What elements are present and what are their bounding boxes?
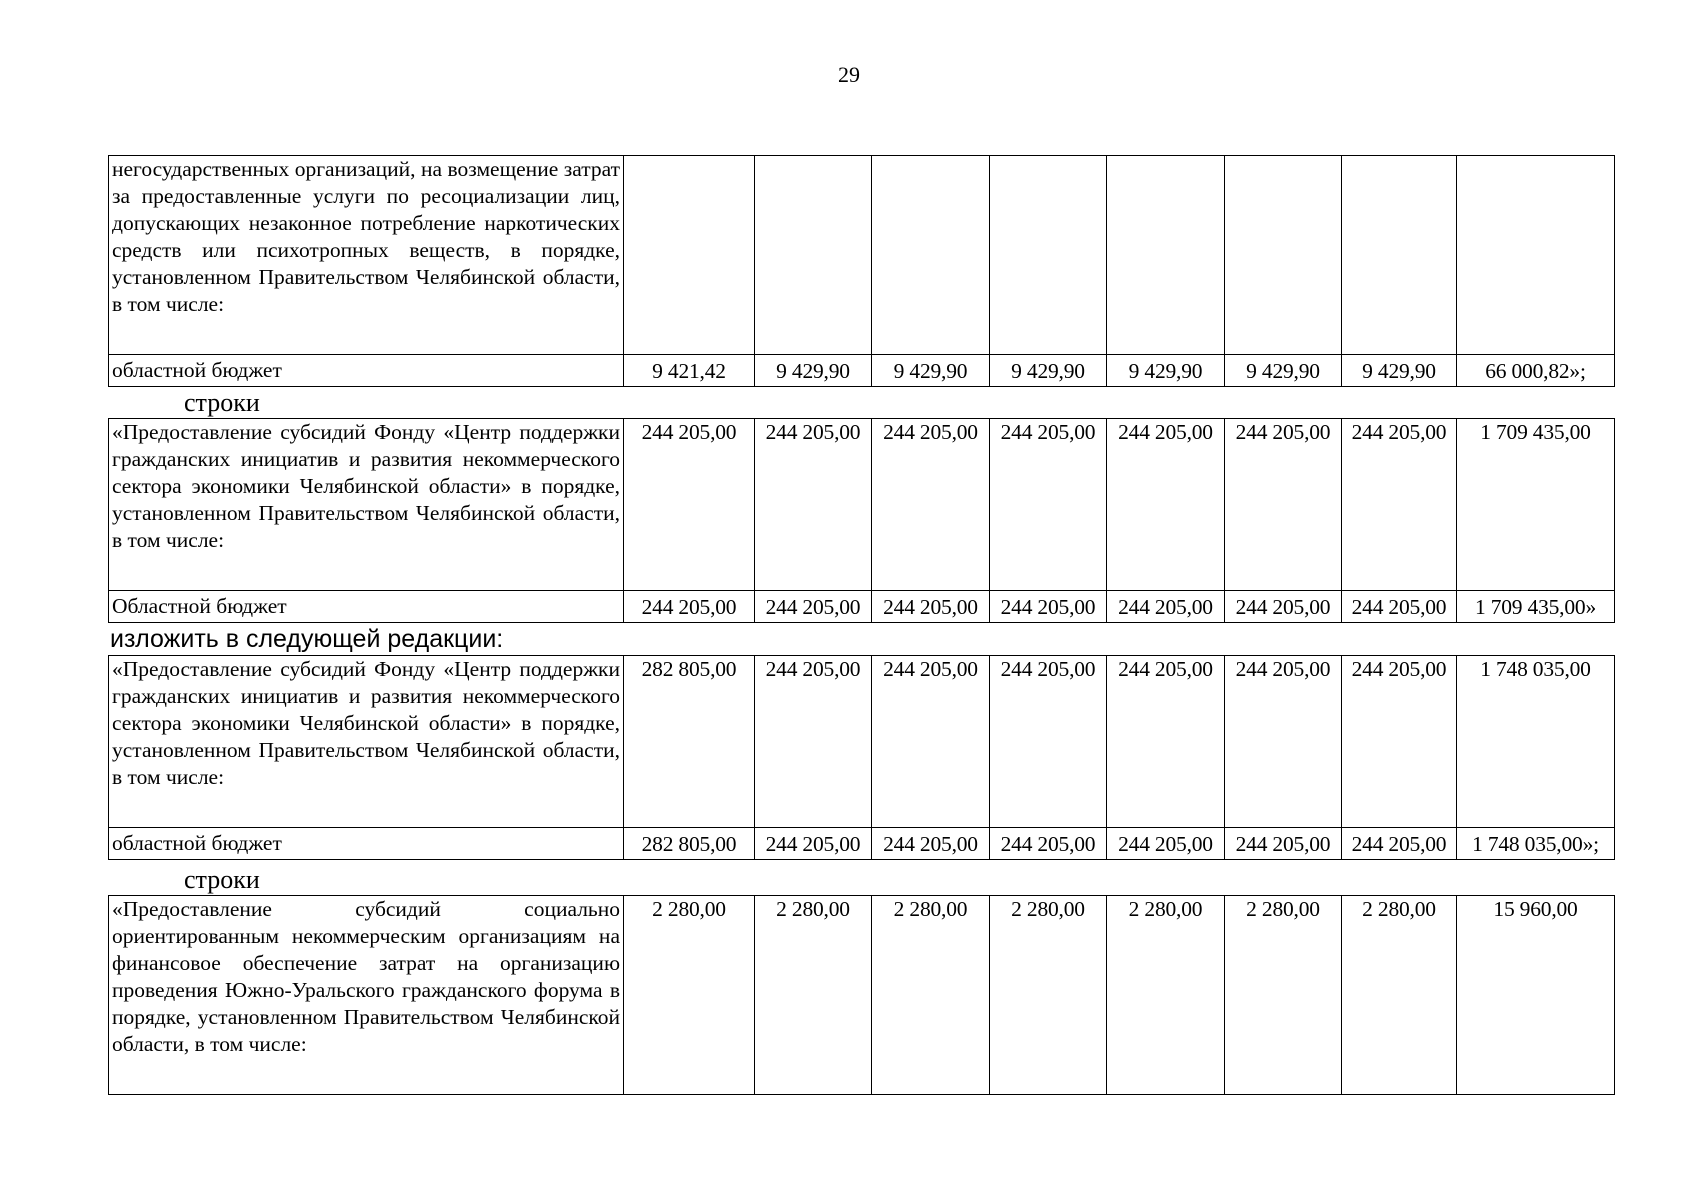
value-cell: 244 205,00 (1107, 656, 1225, 828)
value-cell: 2 280,00 (755, 896, 872, 1095)
value-cell: 2 280,00 (990, 896, 1107, 1095)
total-cell: 1 748 035,00»; (1457, 828, 1615, 860)
value-cell: 2 280,00 (872, 896, 990, 1095)
value-cell: 244 205,00 (872, 419, 990, 591)
total-cell: 15 960,00 (1457, 896, 1615, 1095)
value-cell: 244 205,00 (872, 828, 990, 860)
value-cell: 244 205,00 (1107, 591, 1225, 623)
value-cell: 244 205,00 (990, 419, 1107, 591)
budget-table-4 (108, 895, 1615, 1095)
value-cell: 244 205,00 (1225, 419, 1342, 591)
value-cell (624, 156, 755, 355)
row-label: «Предоставление субсидий Фонду «Центр поддержки гражданских инициатив и развития некоммерческого сектора экономики Челябинской области» в порядке, установленном Правительством Челябинской области, в том числе: (109, 656, 624, 828)
value-cell: 9 429,90 (1107, 355, 1225, 387)
value-cell: 282 805,00 (624, 828, 755, 860)
value-cell: 244 205,00 (990, 828, 1107, 860)
value-cell: 9 429,90 (990, 355, 1107, 387)
value-cell (1225, 156, 1342, 355)
value-cell (872, 156, 990, 355)
total-cell: 1 709 435,00» (1457, 591, 1615, 623)
value-cell: 2 280,00 (1107, 896, 1225, 1095)
row-label: «Предоставление субсидий Фонду «Центр поддержки гражданских инициатив и развития некоммерческого сектора экономики Челябинской области» в порядке, установленном Правительством Челябинской области, в том числе: (109, 419, 624, 591)
budget-table-1 (108, 155, 1615, 387)
value-cell: 282 805,00 (624, 656, 755, 828)
table-row (109, 355, 1615, 387)
value-cell: 9 421,42 (624, 355, 755, 387)
value-cell: 244 205,00 (1342, 419, 1457, 591)
table-row (109, 419, 1615, 591)
value-cell: 244 205,00 (1225, 656, 1342, 828)
value-cell: 9 429,90 (1225, 355, 1342, 387)
value-cell: 9 429,90 (755, 355, 872, 387)
value-cell: 244 205,00 (1342, 656, 1457, 828)
value-cell: 244 205,00 (872, 591, 990, 623)
value-cell (755, 156, 872, 355)
table-row (109, 156, 1615, 355)
section-heading: строки (184, 388, 260, 417)
value-cell: 244 205,00 (990, 591, 1107, 623)
value-cell: 244 205,00 (1342, 591, 1457, 623)
row-label: «Предоставление субсидий социально ориентированным некоммерческим организациям на финансовое обеспечение затрат на организацию проведения Южно-Уральского гражданского форума в порядке, установленном Правительством Челябинской области, в том числе: (109, 896, 624, 1095)
section-heading: строки (184, 865, 260, 894)
total-cell: 66 000,82»; (1457, 355, 1615, 387)
table-row (109, 896, 1615, 1095)
value-cell: 2 280,00 (1225, 896, 1342, 1095)
row-label: областной бюджет (109, 355, 624, 387)
value-cell: 244 205,00 (1342, 828, 1457, 860)
value-cell: 244 205,00 (755, 656, 872, 828)
table-row (109, 828, 1615, 860)
value-cell: 244 205,00 (1225, 828, 1342, 860)
section-heading: изложить в следующей редакции: (110, 625, 504, 653)
page-number: 29 (838, 62, 860, 87)
value-cell: 9 429,90 (872, 355, 990, 387)
total-cell (1457, 156, 1615, 355)
value-cell: 244 205,00 (1107, 419, 1225, 591)
budget-table-2 (108, 418, 1615, 623)
total-cell: 1 748 035,00 (1457, 656, 1615, 828)
value-cell: 244 205,00 (624, 591, 755, 623)
value-cell: 2 280,00 (1342, 896, 1457, 1095)
value-cell: 244 205,00 (755, 828, 872, 860)
value-cell (1342, 156, 1457, 355)
value-cell: 2 280,00 (624, 896, 755, 1095)
value-cell: 9 429,90 (1342, 355, 1457, 387)
value-cell (1107, 156, 1225, 355)
table-row (109, 656, 1615, 828)
value-cell: 244 205,00 (624, 419, 755, 591)
value-cell: 244 205,00 (990, 656, 1107, 828)
total-cell: 1 709 435,00 (1457, 419, 1615, 591)
table-row (109, 591, 1615, 623)
value-cell: 244 205,00 (1225, 591, 1342, 623)
row-label: областной бюджет (109, 828, 624, 860)
value-cell: 244 205,00 (755, 419, 872, 591)
value-cell: 244 205,00 (872, 656, 990, 828)
row-label: негосударственных организаций, на возмещение затрат за предоставленные услуги по ресоциализации лиц, допускающих незаконное потребление наркотических средств или психотропных веществ, в порядке, установленном Правительством Челябинской области, в том числе: (109, 156, 624, 355)
row-label: Областной бюджет (109, 591, 624, 623)
budget-table-3 (108, 655, 1615, 860)
value-cell: 244 205,00 (755, 591, 872, 623)
value-cell (990, 156, 1107, 355)
value-cell: 244 205,00 (1107, 828, 1225, 860)
